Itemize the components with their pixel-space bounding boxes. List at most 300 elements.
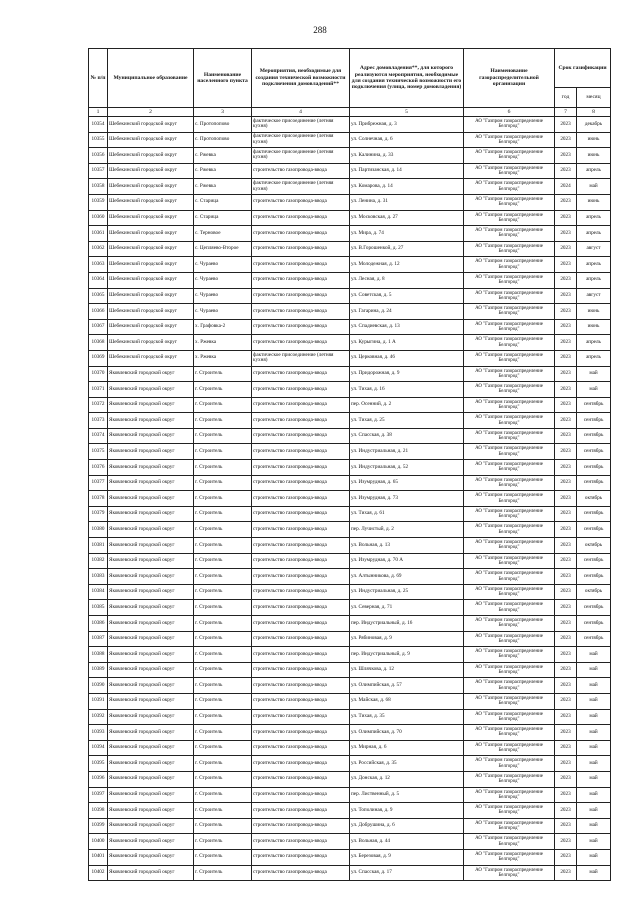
- settlement-cell: г. Строитель: [194, 849, 252, 865]
- row-number: 10380: [89, 522, 108, 538]
- table-row: [89, 304, 611, 320]
- month-cell: май: [577, 834, 611, 850]
- activity-cell: строительство газопровода-ввода: [252, 756, 350, 772]
- activity-cell: строительство газопровода-ввода: [252, 818, 350, 834]
- year-cell: 2023: [555, 475, 577, 491]
- month-cell: сентябрь: [577, 631, 611, 647]
- activity-cell: строительство газопровода-ввода: [252, 693, 350, 709]
- municipality-cell: Яковлевский городской округ: [108, 522, 194, 538]
- settlement-cell: с. Ржевка: [194, 179, 252, 195]
- org-cell: АО "Газпром газораспределение Белгород": [464, 865, 555, 881]
- year-cell: 2023: [555, 304, 577, 320]
- row-number: 10395: [89, 756, 108, 772]
- activity-cell: строительство газопровода-ввода: [252, 584, 350, 600]
- row-number: 10391: [89, 693, 108, 709]
- address-cell: ул. Рябиновая, д. 9: [350, 631, 464, 647]
- municipality-cell: Яковлевский городской округ: [108, 366, 194, 382]
- year-cell: 2023: [555, 335, 577, 351]
- municipality-cell: Шебекинский городской округ: [108, 132, 194, 148]
- month-cell: май: [577, 709, 611, 725]
- month-cell: май: [577, 725, 611, 741]
- address-cell: ул. Спадиевская, д. 13: [350, 319, 464, 335]
- column-number: 2: [108, 108, 194, 117]
- table-row: [89, 709, 611, 725]
- settlement-cell: г. Строитель: [194, 647, 252, 663]
- org-cell: АО "Газпром газораспределение Белгород": [464, 460, 555, 476]
- row-number: 10379: [89, 506, 108, 522]
- org-cell: АО "Газпром газораспределение Белгород": [464, 272, 555, 288]
- municipality-cell: Яковлевский городской округ: [108, 631, 194, 647]
- table-row: [89, 226, 611, 242]
- row-number: 10361: [89, 226, 108, 242]
- settlement-cell: г. Строитель: [194, 662, 252, 678]
- municipality-cell: Яковлевский городской округ: [108, 678, 194, 694]
- month-cell: май: [577, 382, 611, 398]
- activity-cell: строительство газопровода-ввода: [252, 210, 350, 226]
- municipality-cell: Яковлевский городской округ: [108, 818, 194, 834]
- row-number: 10368: [89, 335, 108, 351]
- org-cell: АО "Газпром газораспределение Белгород": [464, 569, 555, 585]
- municipality-cell: Яковлевский городской округ: [108, 725, 194, 741]
- municipality-cell: Шебекинский городской округ: [108, 241, 194, 257]
- address-cell: ул. Прибрежная, д. 3: [350, 117, 464, 133]
- row-number: 10364: [89, 272, 108, 288]
- municipality-cell: Яковлевский городской округ: [108, 506, 194, 522]
- settlement-cell: с. Чураево: [194, 288, 252, 304]
- municipality-cell: Яковлевский городской округ: [108, 428, 194, 444]
- settlement-cell: г. Строитель: [194, 460, 252, 476]
- settlement-cell: с. Протопопово: [194, 117, 252, 133]
- month-cell: сентябрь: [577, 600, 611, 616]
- org-cell: АО "Газпром газораспределение Белгород": [464, 538, 555, 554]
- org-cell: АО "Газпром газораспределение Белгород": [464, 132, 555, 148]
- address-cell: пер. Индустриальный, д. 16: [350, 616, 464, 632]
- municipality-cell: Шебекинский городской округ: [108, 288, 194, 304]
- table-row: [89, 693, 611, 709]
- year-cell: 2023: [555, 662, 577, 678]
- org-cell: АО "Газпром газораспределение Белгород": [464, 428, 555, 444]
- settlement-cell: г. Строитель: [194, 865, 252, 881]
- municipality-cell: Шебекинский городской округ: [108, 304, 194, 320]
- month-cell: сентябрь: [577, 413, 611, 429]
- settlement-cell: г. Строитель: [194, 382, 252, 398]
- month-cell: апрель: [577, 272, 611, 288]
- table-row: [89, 288, 611, 304]
- year-cell: 2023: [555, 693, 577, 709]
- table-body: [89, 117, 611, 881]
- activity-cell: строительство газопровода-ввода: [252, 194, 350, 210]
- settlement-cell: х. Ржевка: [194, 335, 252, 351]
- table-row: [89, 818, 611, 834]
- year-cell: 2023: [555, 538, 577, 554]
- table-row: [89, 678, 611, 694]
- table-row: [89, 413, 611, 429]
- municipality-cell: Яковлевский городской округ: [108, 756, 194, 772]
- org-cell: АО "Газпром газораспределение Белгород": [464, 491, 555, 507]
- activity-cell: строительство газопровода-ввода: [252, 865, 350, 881]
- activity-cell: строительство газопровода-ввода: [252, 335, 350, 351]
- activity-cell: фактическое присоединение (летняя кухня): [252, 350, 350, 366]
- address-cell: ул. Северная, д. 71: [350, 600, 464, 616]
- org-cell: АО "Газпром газораспределение Белгород": [464, 522, 555, 538]
- year-cell: 2023: [555, 756, 577, 772]
- org-cell: АО "Газпром газораспределение Белгород": [464, 834, 555, 850]
- table-row: [89, 117, 611, 133]
- address-cell: ул. Олимпийская, д. 70: [350, 725, 464, 741]
- org-cell: АО "Газпром газораспределение Белгород": [464, 148, 555, 164]
- col-header-settlement: Наименование населенного пункта: [194, 49, 252, 108]
- activity-cell: строительство газопровода-ввода: [252, 475, 350, 491]
- table-row: [89, 366, 611, 382]
- month-cell: апрель: [577, 335, 611, 351]
- activity-cell: строительство газопровода-ввода: [252, 740, 350, 756]
- row-number: 10402: [89, 865, 108, 881]
- municipality-cell: Шебекинский городской округ: [108, 194, 194, 210]
- year-cell: 2023: [555, 787, 577, 803]
- org-cell: АО "Газпром газораспределение Белгород": [464, 117, 555, 133]
- row-number: 10373: [89, 413, 108, 429]
- org-cell: АО "Газпром газораспределение Белгород": [464, 226, 555, 242]
- month-cell: июнь: [577, 148, 611, 164]
- address-cell: ул. Лесная, д. 8: [350, 272, 464, 288]
- row-number: 10359: [89, 194, 108, 210]
- gasification-table: [88, 48, 611, 881]
- row-number: 10375: [89, 444, 108, 460]
- settlement-cell: г. Строитель: [194, 709, 252, 725]
- org-cell: АО "Газпром газораспределение Белгород": [464, 849, 555, 865]
- settlement-cell: с. Ржевка: [194, 163, 252, 179]
- row-number: 10389: [89, 662, 108, 678]
- activity-cell: строительство газопровода-ввода: [252, 382, 350, 398]
- row-number: 10356: [89, 148, 108, 164]
- month-cell: октябрь: [577, 491, 611, 507]
- org-cell: АО "Газпром газораспределение Белгород": [464, 475, 555, 491]
- municipality-cell: Яковлевский городской округ: [108, 834, 194, 850]
- row-number: 10365: [89, 288, 108, 304]
- org-cell: АО "Газпром газораспределение Белгород": [464, 444, 555, 460]
- activity-cell: строительство газопровода-ввода: [252, 787, 350, 803]
- page-number: 288: [313, 25, 327, 35]
- org-cell: АО "Газпром газораспределение Белгород": [464, 631, 555, 647]
- month-cell: май: [577, 803, 611, 819]
- activity-cell: строительство газопровода-ввода: [252, 522, 350, 538]
- month-cell: сентябрь: [577, 475, 611, 491]
- org-cell: АО "Газпром газораспределение Белгород": [464, 397, 555, 413]
- month-cell: август: [577, 241, 611, 257]
- municipality-cell: Шебекинский городской округ: [108, 226, 194, 242]
- settlement-cell: с. Терновое: [194, 226, 252, 242]
- month-cell: сентябрь: [577, 506, 611, 522]
- municipality-cell: Шебекинский городской округ: [108, 257, 194, 273]
- column-number: 6: [464, 108, 555, 117]
- address-cell: ул. Калинина, д. 33: [350, 148, 464, 164]
- settlement-cell: с. Протопопово: [194, 132, 252, 148]
- municipality-cell: Шебекинский городской округ: [108, 335, 194, 351]
- col-header-deadline: Срок газификации: [555, 49, 611, 88]
- activity-cell: строительство газопровода-ввода: [252, 647, 350, 663]
- municipality-cell: Яковлевский городской округ: [108, 662, 194, 678]
- address-cell: пер. Лиственный, д. 5: [350, 787, 464, 803]
- row-number: 10398: [89, 803, 108, 819]
- month-cell: май: [577, 771, 611, 787]
- address-cell: ул. Добрушина, д. 6: [350, 818, 464, 834]
- settlement-cell: г. Строитель: [194, 818, 252, 834]
- col-header-activities: Мероприятия, необходимые для создания технической возможности подключения домовладений**: [252, 49, 350, 108]
- address-cell: ул. Изумрудная, д. 65: [350, 475, 464, 491]
- month-cell: август: [577, 288, 611, 304]
- activity-cell: строительство газопровода-ввода: [252, 444, 350, 460]
- year-cell: 2023: [555, 210, 577, 226]
- activity-cell: строительство газопровода-ввода: [252, 553, 350, 569]
- year-cell: 2023: [555, 226, 577, 242]
- municipality-cell: Яковлевский городской округ: [108, 693, 194, 709]
- activity-cell: строительство газопровода-ввода: [252, 538, 350, 554]
- address-cell: ул. Спасская, д. 38: [350, 428, 464, 444]
- activity-cell: строительство газопровода-ввода: [252, 678, 350, 694]
- month-cell: май: [577, 756, 611, 772]
- settlement-cell: г. Строитель: [194, 803, 252, 819]
- row-number: 10362: [89, 241, 108, 257]
- municipality-cell: Яковлевский городской округ: [108, 444, 194, 460]
- row-number: 10355: [89, 132, 108, 148]
- settlement-cell: г. Строитель: [194, 756, 252, 772]
- month-cell: май: [577, 662, 611, 678]
- year-cell: 2023: [555, 771, 577, 787]
- activity-cell: фактическое присоединение (летняя кухня): [252, 117, 350, 133]
- org-cell: АО "Газпром газораспределение Белгород": [464, 787, 555, 803]
- month-cell: май: [577, 787, 611, 803]
- table-row: [89, 569, 611, 585]
- activity-cell: строительство газопровода-ввода: [252, 413, 350, 429]
- activity-cell: строительство газопровода-ввода: [252, 631, 350, 647]
- municipality-cell: Яковлевский городской округ: [108, 584, 194, 600]
- column-number: 1: [89, 108, 108, 117]
- settlement-cell: г. Строитель: [194, 740, 252, 756]
- row-number: 10371: [89, 382, 108, 398]
- org-cell: АО "Газпром газораспределение Белгород": [464, 756, 555, 772]
- row-number: 10381: [89, 538, 108, 554]
- municipality-cell: Яковлевский городской округ: [108, 616, 194, 632]
- municipality-cell: Яковлевский городской округ: [108, 709, 194, 725]
- address-cell: ул. Изумрудная, д. 70 А: [350, 553, 464, 569]
- org-cell: АО "Газпром газораспределение Белгород": [464, 335, 555, 351]
- municipality-cell: Яковлевский городской округ: [108, 397, 194, 413]
- municipality-cell: Шебекинский городской округ: [108, 350, 194, 366]
- address-cell: ул. Мирная, д. 6: [350, 740, 464, 756]
- address-cell: ул. Придорожная, д. 9: [350, 366, 464, 382]
- municipality-cell: Шебекинский городской округ: [108, 210, 194, 226]
- org-cell: АО "Газпром газораспределение Белгород": [464, 506, 555, 522]
- org-cell: АО "Газпром газораспределение Белгород": [464, 194, 555, 210]
- address-cell: ул. Алтынникова, д. 69: [350, 569, 464, 585]
- activity-cell: строительство газопровода-ввода: [252, 460, 350, 476]
- row-number: 10376: [89, 460, 108, 476]
- month-cell: июнь: [577, 132, 611, 148]
- activity-cell: строительство газопровода-ввода: [252, 616, 350, 632]
- row-number: 10394: [89, 740, 108, 756]
- org-cell: АО "Газпром газораспределение Белгород": [464, 319, 555, 335]
- month-cell: сентябрь: [577, 397, 611, 413]
- row-number: 10382: [89, 553, 108, 569]
- month-cell: декабрь: [577, 117, 611, 133]
- table-row: [89, 319, 611, 335]
- municipality-cell: Шебекинский городской округ: [108, 179, 194, 195]
- activity-cell: строительство газопровода-ввода: [252, 569, 350, 585]
- address-cell: ул. Тополиная, д. 9: [350, 803, 464, 819]
- org-cell: АО "Газпром газораспределение Белгород": [464, 413, 555, 429]
- month-cell: сентябрь: [577, 616, 611, 632]
- month-cell: сентябрь: [577, 553, 611, 569]
- month-cell: май: [577, 366, 611, 382]
- org-cell: АО "Газпром газораспределение Белгород": [464, 740, 555, 756]
- table-row: [89, 740, 611, 756]
- table-row: [89, 210, 611, 226]
- col-header-municipality: Муниципальное образование: [108, 49, 194, 108]
- month-cell: сентябрь: [577, 569, 611, 585]
- col-header-year: год: [555, 87, 577, 107]
- municipality-cell: Яковлевский городской округ: [108, 475, 194, 491]
- municipality-cell: Яковлевский городской округ: [108, 600, 194, 616]
- table-row: [89, 538, 611, 554]
- year-cell: 2023: [555, 600, 577, 616]
- table-row: [89, 849, 611, 865]
- column-number-row: [89, 108, 611, 117]
- year-cell: 2023: [555, 382, 577, 398]
- year-cell: 2023: [555, 117, 577, 133]
- org-cell: АО "Газпром газораспределение Белгород": [464, 210, 555, 226]
- year-cell: 2023: [555, 678, 577, 694]
- activity-cell: строительство газопровода-ввода: [252, 428, 350, 444]
- org-cell: АО "Газпром газораспределение Белгород": [464, 163, 555, 179]
- month-cell: июнь: [577, 304, 611, 320]
- month-cell: апрель: [577, 226, 611, 242]
- year-cell: 2023: [555, 522, 577, 538]
- year-cell: 2023: [555, 163, 577, 179]
- table-row: [89, 475, 611, 491]
- row-number: 10372: [89, 397, 108, 413]
- org-cell: АО "Газпром газораспределение Белгород": [464, 678, 555, 694]
- municipality-cell: Яковлевский городской округ: [108, 460, 194, 476]
- table-row: [89, 444, 611, 460]
- year-cell: 2023: [555, 491, 577, 507]
- address-cell: ул. Майская, д. 68: [350, 693, 464, 709]
- row-number: 10392: [89, 709, 108, 725]
- row-number: 10358: [89, 179, 108, 195]
- settlement-cell: г. Строитель: [194, 538, 252, 554]
- year-cell: 2024: [555, 179, 577, 195]
- activity-cell: строительство газопровода-ввода: [252, 491, 350, 507]
- year-cell: 2023: [555, 506, 577, 522]
- column-number: 5: [350, 108, 464, 117]
- org-cell: АО "Газпром газораспределение Белгород": [464, 616, 555, 632]
- month-cell: октябрь: [577, 538, 611, 554]
- address-cell: ул. Тихая, д. 25: [350, 413, 464, 429]
- address-cell: пер. Лучистый, д. 2: [350, 522, 464, 538]
- settlement-cell: г. Строитель: [194, 366, 252, 382]
- year-cell: 2023: [555, 569, 577, 585]
- address-cell: ул. Советская, д. 5: [350, 288, 464, 304]
- address-cell: ул. Тихая, д. 35: [350, 709, 464, 725]
- table-row: [89, 428, 611, 444]
- settlement-cell: г. Строитель: [194, 693, 252, 709]
- address-cell: ул. Вольная, д. 13: [350, 538, 464, 554]
- row-number: 10354: [89, 117, 108, 133]
- activity-cell: строительство газопровода-ввода: [252, 319, 350, 335]
- year-cell: 2023: [555, 272, 577, 288]
- municipality-cell: Яковлевский городской округ: [108, 647, 194, 663]
- settlement-cell: г. Строитель: [194, 491, 252, 507]
- row-number: 10360: [89, 210, 108, 226]
- address-cell: ул. Российская, д. 35: [350, 756, 464, 772]
- settlement-cell: г. Строитель: [194, 413, 252, 429]
- month-cell: май: [577, 849, 611, 865]
- address-cell: ул. Вольная, д. 44: [350, 834, 464, 850]
- municipality-cell: Яковлевский городской округ: [108, 491, 194, 507]
- address-cell: пер. Индустриальный, д. 9: [350, 647, 464, 663]
- year-cell: 2023: [555, 834, 577, 850]
- address-cell: ул. Церковная, д. 46: [350, 350, 464, 366]
- settlement-cell: г. Строитель: [194, 397, 252, 413]
- org-cell: АО "Газпром газораспределение Белгород": [464, 725, 555, 741]
- table-row: [89, 350, 611, 366]
- municipality-cell: Яковлевский городской округ: [108, 771, 194, 787]
- settlement-cell: г. Строитель: [194, 522, 252, 538]
- settlement-cell: с. Ржевка: [194, 148, 252, 164]
- activity-cell: строительство газопровода-ввода: [252, 397, 350, 413]
- address-cell: ул. Олимпийская, д. 57: [350, 678, 464, 694]
- org-cell: АО "Газпром газораспределение Белгород": [464, 709, 555, 725]
- year-cell: 2023: [555, 241, 577, 257]
- row-number: 10384: [89, 584, 108, 600]
- address-cell: ул. Ленина, д. 31: [350, 194, 464, 210]
- settlement-cell: с. Старица: [194, 194, 252, 210]
- table-row: [89, 631, 611, 647]
- year-cell: 2023: [555, 288, 577, 304]
- column-number: 3: [194, 108, 252, 117]
- row-number: 10385: [89, 600, 108, 616]
- year-cell: 2023: [555, 553, 577, 569]
- row-number: 10388: [89, 647, 108, 663]
- month-cell: сентябрь: [577, 522, 611, 538]
- row-number: 10399: [89, 818, 108, 834]
- row-number: 10383: [89, 569, 108, 585]
- row-number: 10369: [89, 350, 108, 366]
- settlement-cell: х. Ржевка: [194, 350, 252, 366]
- table-row: [89, 335, 611, 351]
- table-row: [89, 616, 611, 632]
- table-row: [89, 132, 611, 148]
- address-cell: ул. Индустриальная, д. 52: [350, 460, 464, 476]
- settlement-cell: г. Строитель: [194, 725, 252, 741]
- year-cell: 2023: [555, 631, 577, 647]
- settlement-cell: г. Строитель: [194, 428, 252, 444]
- org-cell: АО "Газпром газораспределение Белгород": [464, 600, 555, 616]
- year-cell: 2023: [555, 584, 577, 600]
- month-cell: апрель: [577, 210, 611, 226]
- address-cell: ул. Березовая, д. 9: [350, 849, 464, 865]
- month-cell: октябрь: [577, 584, 611, 600]
- table-row: [89, 553, 611, 569]
- year-cell: 2023: [555, 428, 577, 444]
- org-cell: АО "Газпром газораспределение Белгород": [464, 241, 555, 257]
- col-header-org: Наименование газораспределительной организации: [464, 49, 555, 108]
- org-cell: АО "Газпром газораспределение Белгород": [464, 647, 555, 663]
- address-cell: ул. Комарова, д. 14: [350, 179, 464, 195]
- municipality-cell: Яковлевский городской округ: [108, 849, 194, 865]
- org-cell: АО "Газпром газораспределение Белгород": [464, 818, 555, 834]
- row-number: 10357: [89, 163, 108, 179]
- table-row: [89, 647, 611, 663]
